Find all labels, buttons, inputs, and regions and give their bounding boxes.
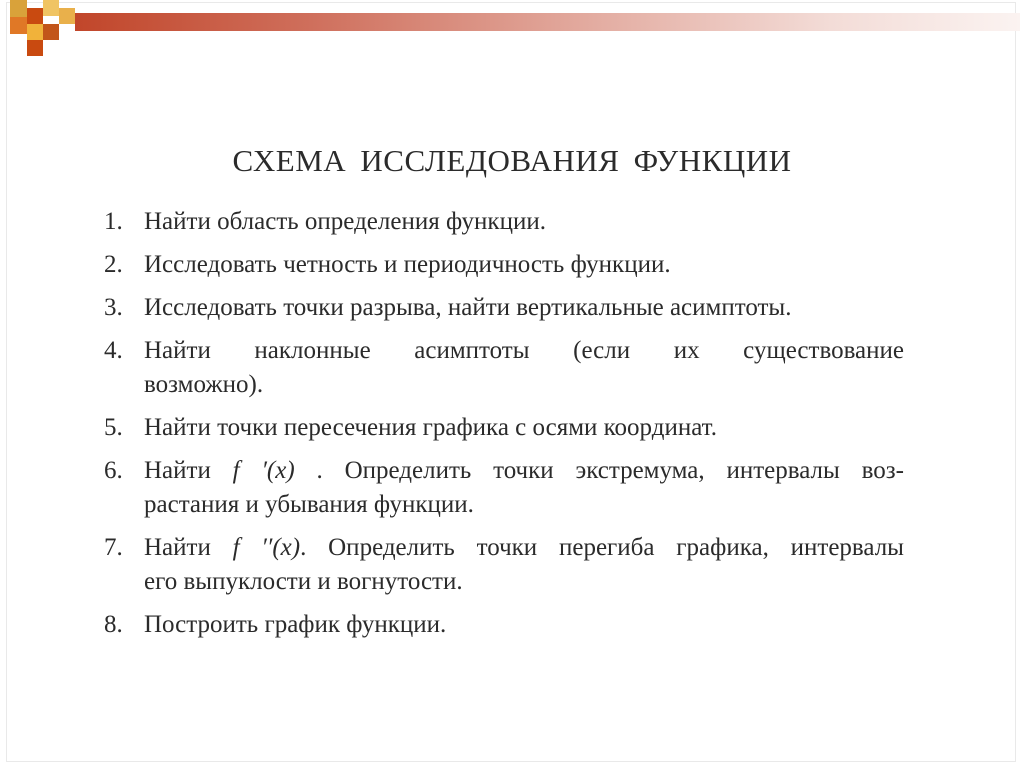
item-text: . Определить точки перегиба графика, интервалы — [300, 534, 904, 561]
item-text-line — [144, 531, 904, 565]
math-derivative: f ′(x) — [232, 457, 295, 484]
item-text: Найти точки пересечения графика с осями координат. — [144, 414, 717, 441]
list-item — [104, 334, 904, 402]
item-text-line — [144, 454, 904, 488]
item-text: растания и убывания функции. — [144, 491, 474, 518]
item-text: Найти — [144, 534, 233, 561]
decor-square — [10, 17, 27, 34]
steps-list — [104, 205, 904, 651]
list-item — [104, 205, 904, 239]
decor-square — [27, 24, 43, 40]
item-number: 7. — [104, 534, 123, 561]
list-item — [104, 291, 904, 325]
item-number: 5. — [104, 414, 123, 441]
decor-square — [27, 40, 43, 56]
decor-square — [43, 0, 59, 16]
list-item — [104, 411, 904, 445]
item-text: Найти наклонные асимптоты (если их существование — [144, 337, 904, 364]
decor-square — [10, 0, 27, 17]
math-second-derivative: f ′′(x) — [232, 534, 301, 561]
item-number: 8. — [104, 611, 123, 638]
list-item — [104, 454, 904, 522]
item-text: Найти область определения функции. — [144, 208, 546, 235]
list-item — [104, 608, 904, 642]
item-number: 2. — [104, 251, 123, 278]
item-text: Найти — [144, 457, 233, 484]
item-number: 4. — [104, 337, 123, 364]
decor-square — [43, 24, 59, 40]
item-number: 6. — [104, 457, 123, 484]
item-text: . Определить точки экстремума, интервалы воз- — [294, 457, 904, 484]
item-text: Построить график функции. — [144, 611, 447, 638]
item-text: возможно). — [144, 371, 264, 398]
item-number: 1. — [104, 208, 123, 235]
header-gradient-bar — [75, 13, 1020, 31]
list-item — [104, 531, 904, 599]
item-text: Исследовать четность и периодичность функции. — [144, 251, 671, 278]
item-number: 3. — [104, 294, 123, 321]
slide-title: СХЕМА ИССЛЕДОВАНИЯ ФУНКЦИИ — [232, 143, 792, 178]
decor-square — [27, 8, 43, 24]
decor-square — [59, 8, 75, 24]
item-text: Исследовать точки разрыва, найти вертикальные асимптоты. — [144, 294, 792, 321]
item-text: его выпуклости и вогнутости. — [144, 568, 463, 595]
list-item — [104, 248, 904, 282]
